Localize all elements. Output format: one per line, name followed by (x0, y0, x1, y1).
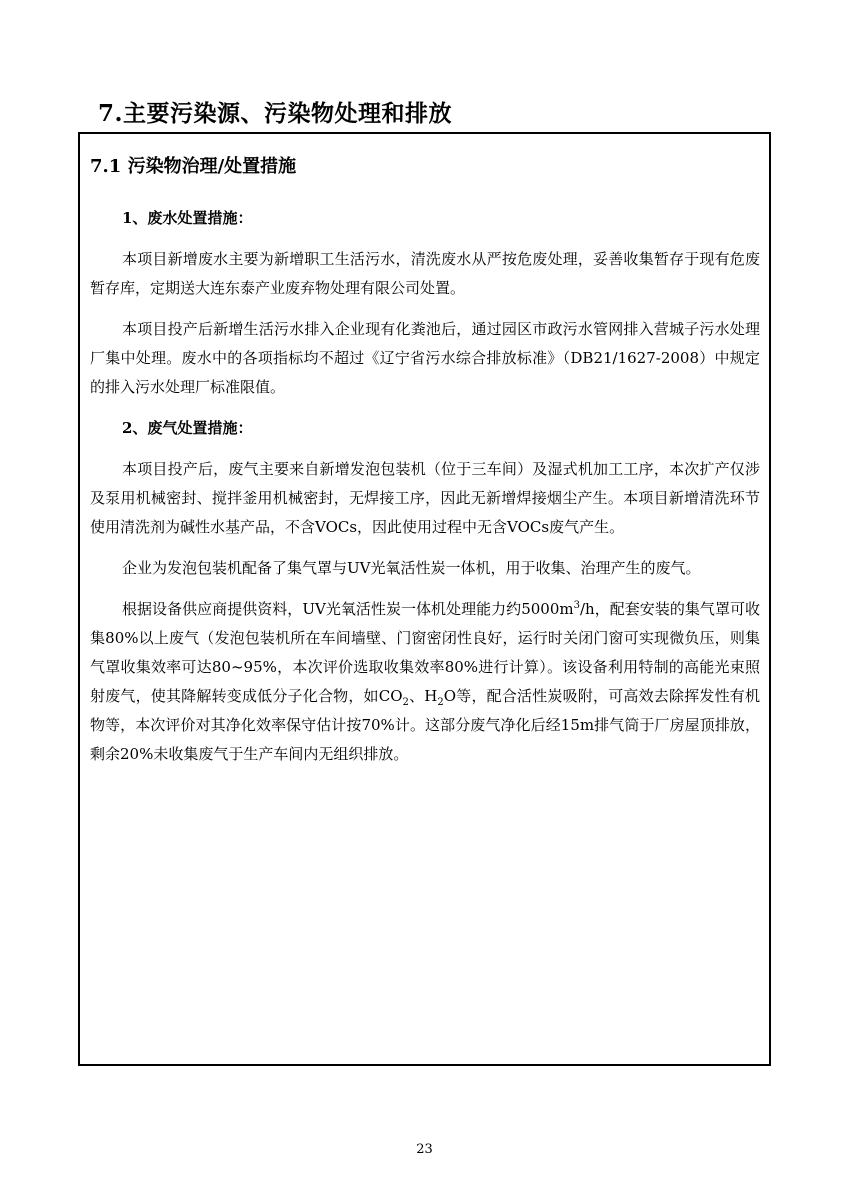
exhaust-p3-part-c: 、H (408, 687, 438, 705)
page-number: 23 (416, 1142, 433, 1157)
wastewater-paragraph-1: 本项目新增废水主要为新增职工生活污水，清洗废水从严按危废处理，妥善收集暂存于现有危废暂存库，定期送大连东泰产业废弃物处理有限公司处置。 (90, 250, 760, 297)
exhaust-p3-part-a: 根据设备供应商提供资料，UV光氧活性炭一体机处理能力约5000m (122, 600, 574, 618)
exhaust-heading: 2、废气处置措施： (122, 419, 253, 437)
section-title: 7.1 污染物治理/处置措施 (90, 156, 297, 177)
cubic-superscript: 3 (573, 600, 580, 611)
chapter-title: 7.主要污染源、污染物处理和排放 (98, 100, 453, 127)
wastewater-paragraph-2: 本项目投产后新增生活污水排入企业现有化粪池后，通过园区市政污水管网排入营城子污水处理厂集中处理。废水中的各项指标均不超过《辽宁省污水综合排放标准》（DB21/1627-2008）中规定的排入污水处理厂标准限值。 (90, 320, 760, 396)
exhaust-paragraph-3 (90, 595, 760, 769)
exhaust-paragraph-1: 本项目投产后，废气主要来自新增发泡包装机（位于三车间）及湿式机加工工序，本次扩产仅涉及泵用机械密封、搅拌釜用机械密封，无焊接工序，因此无新增焊接烟尘产生。本项目新增清洗环节使用清洗剂为碱性水基产品，不含VOCs，因此使用过程中无含VOCs废气产生。 (90, 460, 760, 536)
content-frame (78, 132, 771, 1066)
co2-subscript: 2 (402, 697, 409, 708)
section-body (90, 204, 760, 781)
exhaust-paragraph-2: 企业为发泡包装机配备了集气罩与UV光氧活性炭一体机，用于收集、治理产生的废气。 (122, 559, 701, 577)
exhaust-p3-part-d: O等，配合活性炭吸附，可高效去除挥发性有机物等，本次评价对其净化效率保守估计按70%计。这部分废气净化后经15m排气筒于厂房屋顶排放，剩余20%未收集废气于生产车间内无组织排放。 (90, 687, 760, 763)
h2o-subscript: 2 (437, 697, 444, 708)
exhaust-p3-part-b: /h，配套安装的集气罩可收集80%以上废气（发泡包装机所在车间墙壁、门窗密闭性良好，运行时关闭门窗可实现微负压，则集气罩收集效率可达80~95%，本次评价选取收集效率80%进行计算）。该设备利用特制的高能光束照射废气，使其降解转变成低分子化合物，如CO (90, 600, 761, 705)
wastewater-heading: 1、废水处置措施： (122, 209, 253, 227)
